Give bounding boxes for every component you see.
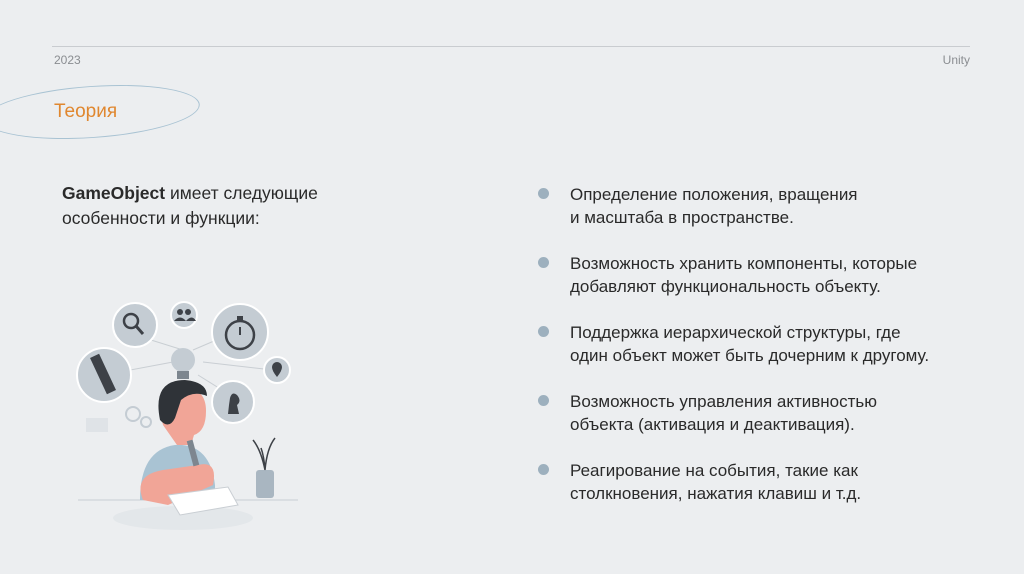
intro-rest: имеет следующие особенности и функции:	[62, 183, 318, 228]
feature-line1: Возможность хранить компоненты, которые	[570, 254, 918, 273]
feature-line1: Реагирование на события, такие как	[570, 461, 858, 480]
bullet-icon	[538, 188, 549, 199]
list-item	[538, 390, 998, 436]
feature-line1: Определение положения, вращения	[570, 185, 858, 204]
intro-bold-term: GameObject	[62, 183, 166, 203]
feature-line1: Возможность управления активностью	[570, 392, 878, 411]
users-icon-bubble	[171, 302, 197, 328]
bullet-icon	[538, 395, 549, 406]
list-item	[538, 183, 998, 229]
list-item	[538, 459, 998, 505]
bullet-icon	[538, 326, 549, 337]
lightbulb-icon	[171, 348, 195, 372]
list-item	[538, 252, 998, 298]
section-title: Теория	[54, 101, 118, 122]
thinking-woman-illustration	[68, 290, 308, 540]
feature-line2: столкновения, нажатия клавиш и т.д.	[570, 484, 862, 503]
search-icon-bubble	[113, 303, 157, 347]
header-divider	[52, 46, 970, 47]
bullet-icon	[538, 257, 549, 268]
vase	[256, 470, 274, 498]
list-item	[538, 321, 998, 367]
feature-line1: Поддержка иерархической структуры, где	[570, 323, 901, 342]
feature-line2: объекта (активация и деактивация).	[570, 415, 855, 434]
feature-line2: один объект может быть дочерним к другому.	[570, 346, 930, 365]
feature-line2: добавляют функциональность объекту.	[570, 277, 881, 296]
feature-line2: и масштаба в пространстве.	[570, 208, 794, 227]
brand-label: Unity	[942, 53, 970, 67]
bullet-icon	[538, 464, 549, 475]
year-label: 2023	[54, 53, 81, 67]
intro-text	[62, 181, 402, 231]
feature-list	[538, 183, 998, 528]
